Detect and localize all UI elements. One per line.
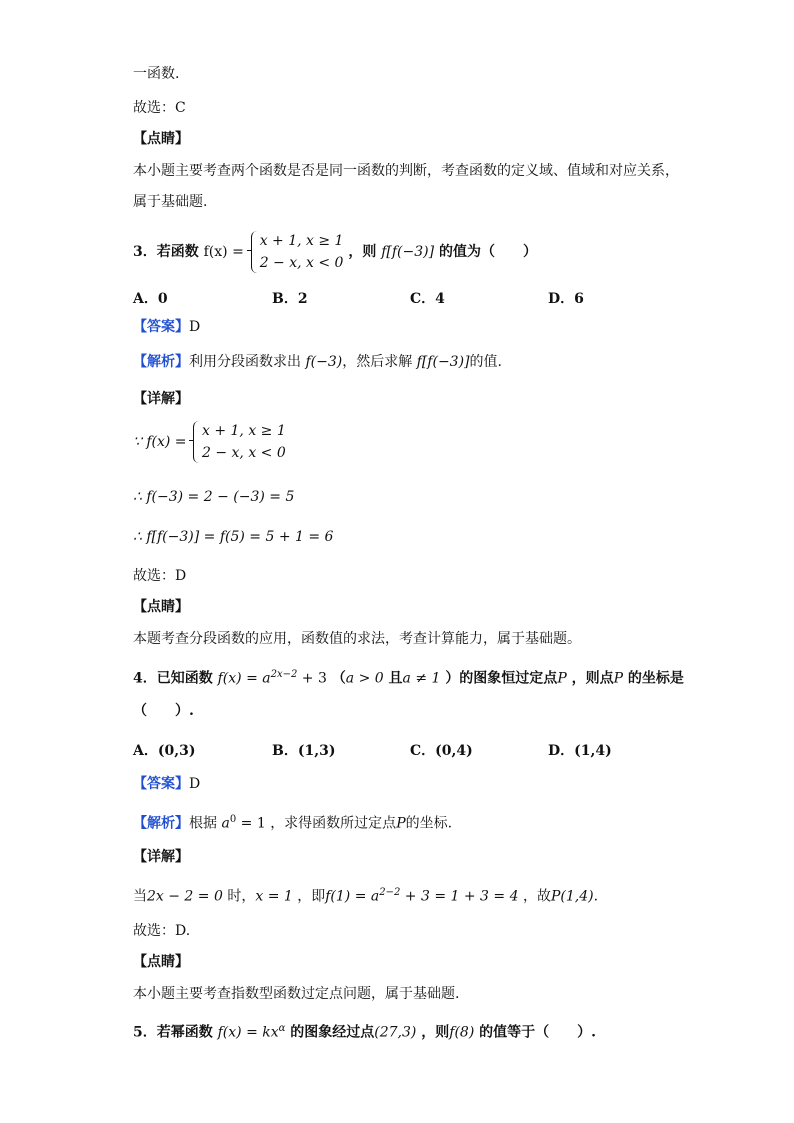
- option-a: A．(0,3): [133, 743, 196, 759]
- question-5-stem: 5．若幂函数 $f(x) = kx^\alpha$ 的图象经过点(27,3) ，则f(8) 的值等于（ ）.: [133, 1023, 597, 1041]
- detail-function: ∵ f(x) = x + 1, x ≥ 1 2 − x, x < 0: [133, 420, 286, 464]
- dianjing-label: 【点睛】: [133, 131, 189, 147]
- question-4-paren: （ ）.: [133, 703, 194, 719]
- brace-icon: [251, 231, 258, 273]
- choose-line: 故选：D.: [133, 923, 191, 939]
- analysis-line: 【解析】利用分段函数求出 f(−3)，然后求解 f[f(−3)]的值.: [133, 354, 502, 370]
- detail-label: 【详解】: [133, 391, 189, 407]
- piecewise-function: x + 1, x ≥ 1 2 − x, x < 0: [193, 420, 286, 464]
- answer-line: 【答案】D: [133, 319, 201, 335]
- detail-step: ∴ f(−3) = 2 − (−3) = 5: [133, 489, 295, 505]
- question-4-stem: 4．已知函数 $f(x) = a^{2x-2} + 3$ （a > 0 且a ≠ 1 ）的图象恒过定点P ，则点P 的坐标是: [133, 669, 684, 687]
- note-line: 本题考查分段函数的应用，函数值的求法，考查计算能力，属于基础题。: [133, 631, 581, 647]
- choose-line: 故选：C: [133, 100, 186, 116]
- analysis-line: 【解析】根据 $a^0 = 1$ ，求得函数所过定点P的坐标.: [133, 814, 453, 832]
- detail-step: 当2x − 2 = 0 时，x = 1 ，即$f(1) = a^{2-2} + 3 = 1 + 3 = 4$ ，故P(1,4).: [133, 887, 599, 905]
- detail-label: 【详解】: [133, 849, 189, 865]
- option-b: B．2: [272, 291, 308, 307]
- option-b: B．(1,3): [272, 743, 336, 759]
- answer-line: 【答案】D: [133, 776, 201, 792]
- note-line: 属于基础题.: [133, 194, 208, 210]
- note-line: 本小题主要考查指数型函数过定点问题，属于基础题.: [133, 986, 460, 1002]
- piecewise-function: x + 1, x ≥ 1 2 − x, x < 0: [251, 230, 344, 274]
- option-c: C．4: [410, 291, 445, 307]
- text-line: 一函数.: [133, 66, 180, 82]
- option-a: A．0: [133, 291, 168, 307]
- option-d: D．6: [548, 291, 584, 307]
- detail-step: ∴ f[f(−3)] = f(5) = 5 + 1 = 6: [133, 529, 334, 545]
- option-d: D．(1,4): [548, 743, 612, 759]
- dianjing-label: 【点睛】: [133, 599, 189, 615]
- choose-line: 故选：D: [133, 568, 187, 584]
- brace-icon: [193, 421, 200, 463]
- question-3-stem: 3．若函数 f(x) = x + 1, x ≥ 1 2 − x, x < 0 ，则 f[f(−3)] 的值为（ ）: [133, 230, 537, 274]
- note-line: 本小题主要考查两个函数是否是同一函数的判断，考查函数的定义域、值域和对应关系，: [133, 163, 679, 179]
- option-c: C．(0,4): [410, 743, 473, 759]
- dianjing-label: 【点睛】: [133, 954, 189, 970]
